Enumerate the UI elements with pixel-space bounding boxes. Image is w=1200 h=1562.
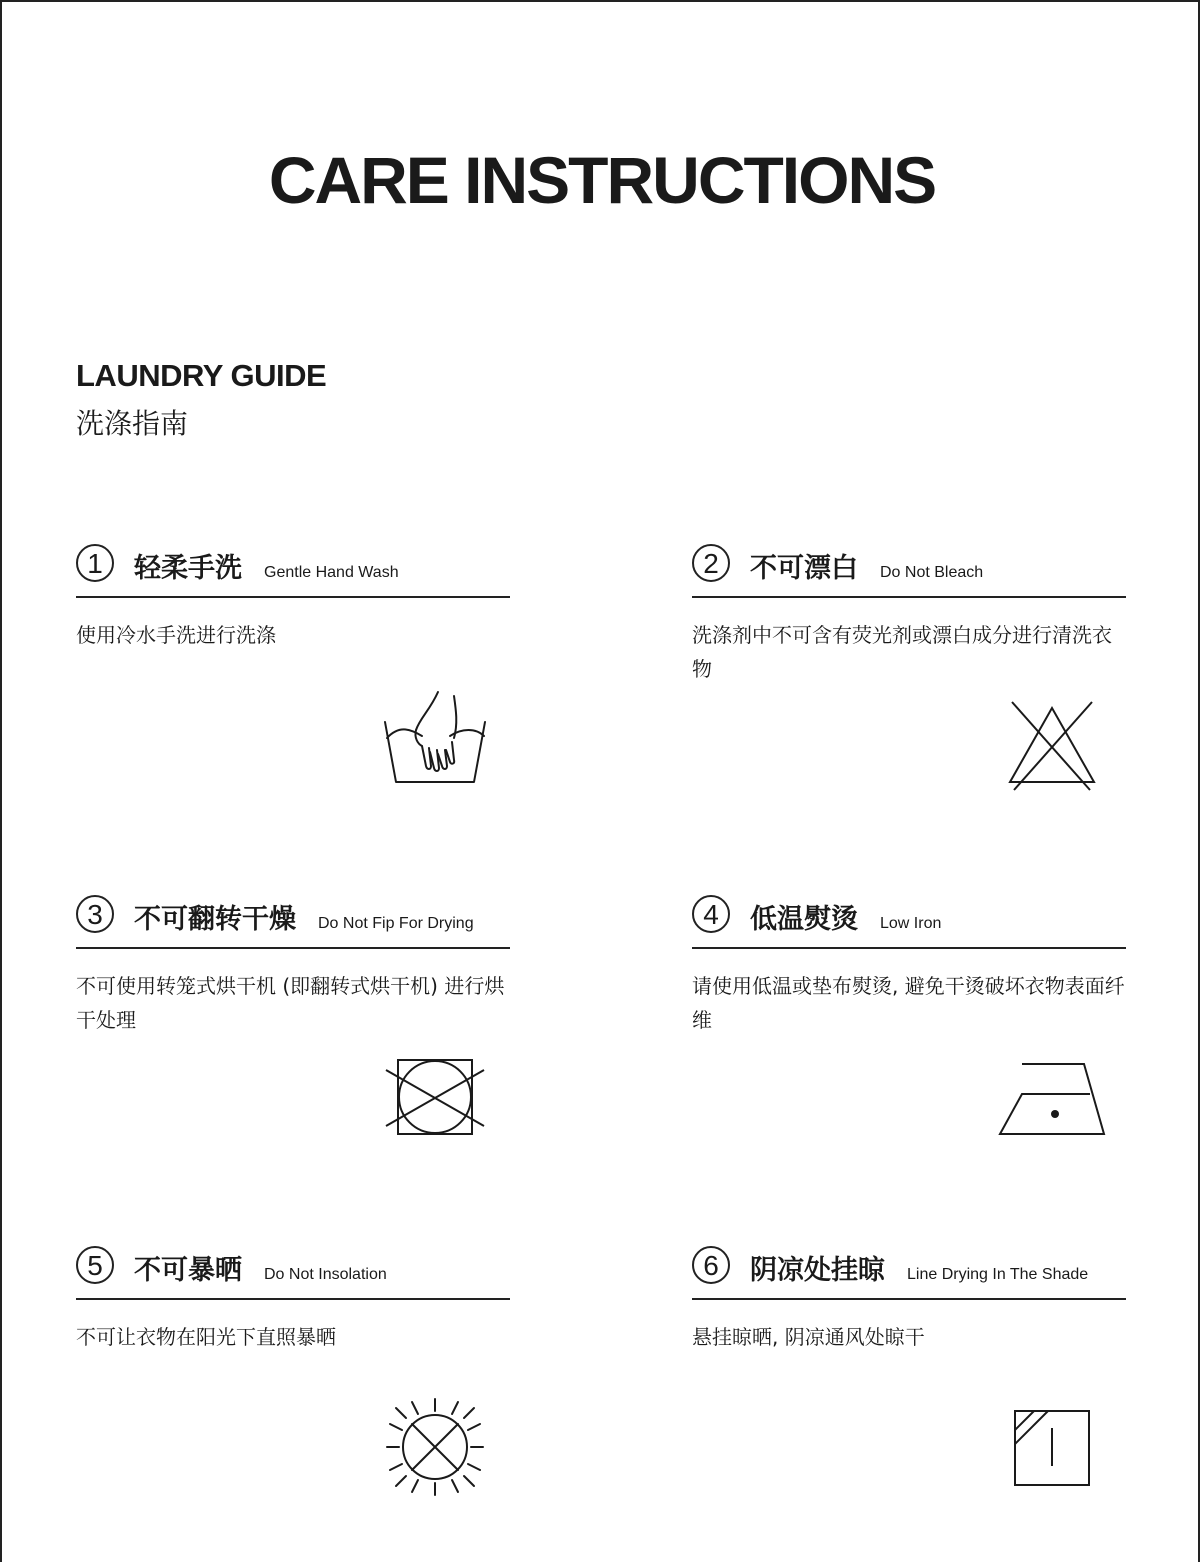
item-description: 悬挂晾晒, 阴凉通风处晾干 [692,1325,925,1349]
care-item-header [692,1246,1126,1300]
do-not-bleach-icon [1004,698,1100,794]
item-title-zh: 阴凉处挂晾 [750,1255,885,1286]
guide-heading-zh: 洗涤指南 [76,407,189,440]
item-number: 5 [76,1246,114,1284]
item-description: 不可让衣物在阳光下直照暴晒 [76,1325,336,1349]
care-item-low-iron [692,895,1126,1037]
item-number: 6 [692,1246,730,1284]
item-title-en: Do Not Insolation [264,1266,387,1283]
care-item-header [76,1246,510,1300]
care-item-header [76,544,510,598]
item-description: 使用冷水手洗进行洗涤 [76,623,276,647]
care-item-hand-wash [76,544,510,652]
item-title-en: Line Drying In The Shade [907,1266,1089,1283]
item-title-en: Do Not Bleach [880,564,984,581]
item-title-zh: 不可暴晒 [134,1255,242,1286]
guide-heading-en: LAUNDRY GUIDE [76,358,327,393]
item-title-en: Gentle Hand Wash [264,564,399,581]
hand-wash-icon [380,688,490,788]
item-title-en: Do Not Fip For Drying [318,915,474,932]
care-item-no-sun [76,1246,510,1354]
item-title-en: Low Iron [880,915,942,932]
care-item-header [692,544,1126,598]
item-title-zh: 轻柔手洗 [134,553,242,584]
item-title-zh: 低温熨烫 [750,904,858,935]
page-title: CARE INSTRUCTIONS [268,143,936,217]
item-description: 不可使用转笼式烘干机 (即翻转式烘干机) 进行烘干处理 [76,974,505,1032]
item-number: 3 [76,895,114,933]
care-item-no-bleach [692,544,1126,686]
do-not-tumble-dry-icon [382,1056,488,1138]
item-title-zh: 不可漂白 [750,553,858,584]
item-description: 洗涤剂中不可含有荧光剂或漂白成分进行清洗衣物 [692,623,1112,681]
item-description: 请使用低温或垫布熨烫, 避免干烫破坏衣物表面纤维 [692,974,1125,1032]
do-not-sun-dry-icon [384,1396,486,1498]
line-dry-shade-icon [1012,1408,1092,1488]
item-number: 2 [692,544,730,582]
care-item-header [692,895,1126,949]
care-item-line-dry-shade [692,1246,1126,1354]
item-title-zh: 不可翻转干燥 [134,904,296,935]
item-number: 4 [692,895,730,933]
low-iron-icon [996,1058,1108,1138]
care-item-header [76,895,510,949]
care-item-no-tumble-dry [76,895,510,1037]
item-number: 1 [76,544,114,582]
